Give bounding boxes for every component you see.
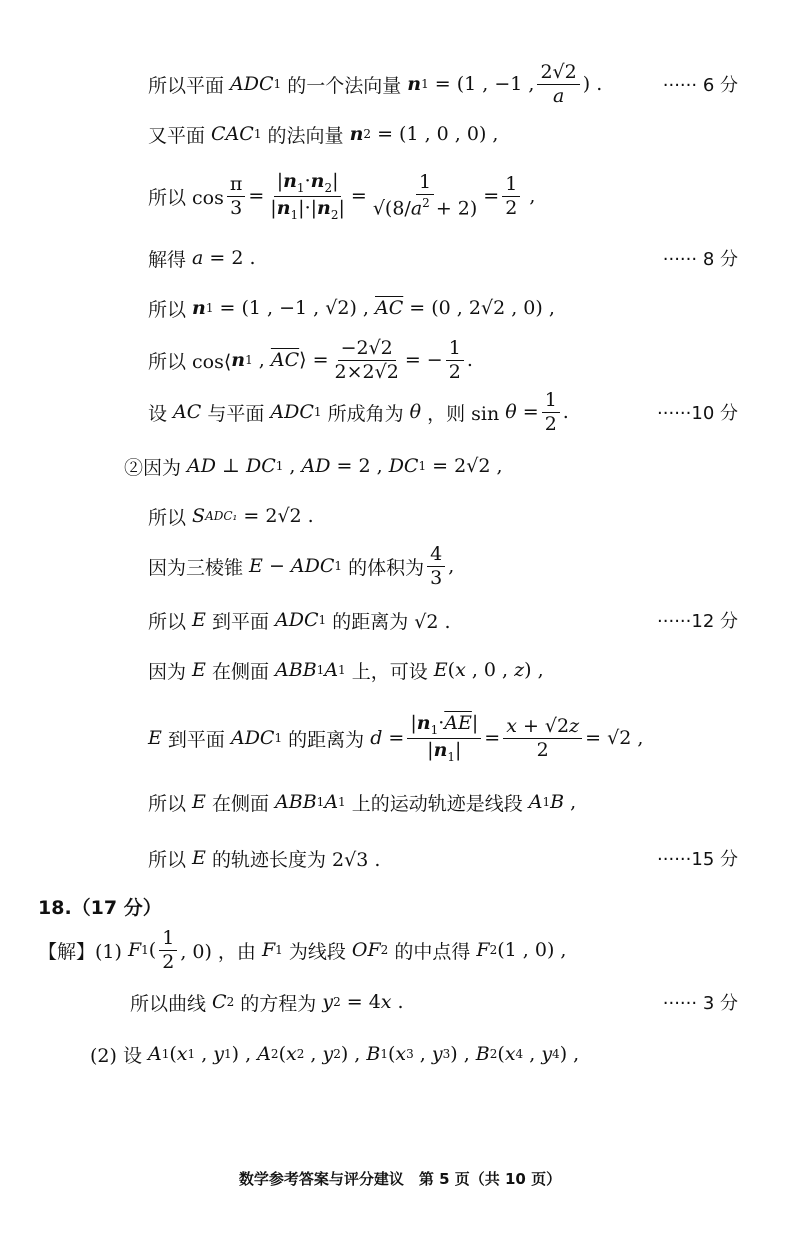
score-mark: ······15 分	[657, 849, 738, 870]
line-text: 所以 E 的轨迹长度为 2√3 .	[148, 847, 381, 871]
solution-line	[0, 832, 800, 884]
line-text: 解得 a = 2 .	[148, 247, 256, 271]
solution-line	[0, 922, 800, 978]
score-mark: ······ 8 分	[662, 249, 738, 270]
score-mark: ······10 分	[657, 403, 738, 424]
line-text: ②因为 AD ⊥ DC 1 , AD = 2 , DC 1 = 2√2 ,	[124, 455, 503, 479]
line-text: 所以 S ADC₁ = 2√2 .	[148, 505, 314, 529]
page-footer: 数学参考答案与评分建议 第 5 页（共 10 页）	[238, 1170, 562, 1188]
score-mark: ······ 3 分	[662, 993, 738, 1014]
solution-line	[0, 58, 800, 110]
solution-line	[0, 108, 800, 160]
solution-line	[0, 540, 800, 592]
question-number: 18.（17 分）	[38, 896, 162, 919]
solution-line	[0, 1028, 800, 1080]
solution-line	[0, 644, 800, 696]
solution-line	[0, 232, 800, 284]
line-text: E 到平面 ADC 1 的距离为 d = $\frac{|n_1\cdot\overline{AE}|}{|n_1|}$ = $\frac{x + √2z}{2}$ = √2 ,	[148, 711, 644, 764]
solution-line	[0, 490, 800, 542]
line-text: 所以 cos $\frac{\pi}{3}$ = $\frac{|n_1\cdot n_2|}{|n_1|\cdot|n_2|}$ = $\frac{1}{√(8/a^2 + 2)}$ = $\frac{1}{2}$ ,	[148, 169, 536, 222]
line-text: 又平面 CAC 1 的法向量 n 2 = (1 , 0 , 0) ,	[148, 123, 499, 147]
solution-line	[0, 166, 800, 226]
solution-line	[0, 386, 800, 438]
score-mark: ······ 6 分	[662, 75, 738, 96]
line-text: 所以 E 在侧面 ABB 1 A 1 上的运动轨迹是线段 A 1 B ,	[148, 791, 577, 815]
solution-line	[0, 976, 800, 1028]
line-text: 所以平面 ADC 1 的一个法向量 n 1 = (1 , −1 , $\frac{2√2}{a}$ ) .	[148, 60, 603, 107]
line-text: 所以曲线 C 2 的方程为 y 2 = 4 x .	[130, 991, 404, 1015]
line-text: 因为 E 在侧面 ABB 1 A 1 上，可设 E ( x , 0 , z ) ,	[148, 659, 544, 683]
solution-line	[0, 776, 800, 828]
score-mark: ······12 分	[657, 611, 738, 632]
line-text: 因为三棱锥 E − ADC 1 的体积为 $\frac{4}{3}$ ,	[148, 542, 455, 589]
line-text: 所以 E 到平面 ADC 1 的距离为 √2 .	[148, 609, 451, 633]
solution-line	[0, 282, 800, 334]
line-text: 【解】(1) F 1 ( $\frac{1}{2}$ , 0) ，由 F 1 为线段 OF 2 的中点得 F 2 (1 , 0) ,	[38, 926, 567, 973]
line-text: (2) 设 A 1 ( x 1 , y 1 ) , A 2 ( x 2 , y 2 ) , B 1 ( x 3 , y 3 ) , B 2 ( x 4 , y 4 ) ,	[90, 1043, 580, 1067]
solution-line	[0, 594, 800, 646]
line-text: 所以 cos⟨ n 1 , $\overline{AC}$ ⟩ = $\frac{-2√2}{2\times 2√2}$ = − $\frac{1}{2}$ .	[148, 336, 473, 383]
solution-line	[0, 706, 800, 770]
line-text: 所以 n 1 = (1 , −1 , √2) , $\overline{AC}$ = (0 , 2√2 , 0) ,	[148, 297, 555, 321]
line-text: 设 AC 与平面 ADC 1 所成角为 θ ，则 sin θ = $\frac{1}{2}$ .	[148, 388, 569, 435]
solution-line	[0, 440, 800, 492]
solution-line	[0, 334, 800, 386]
